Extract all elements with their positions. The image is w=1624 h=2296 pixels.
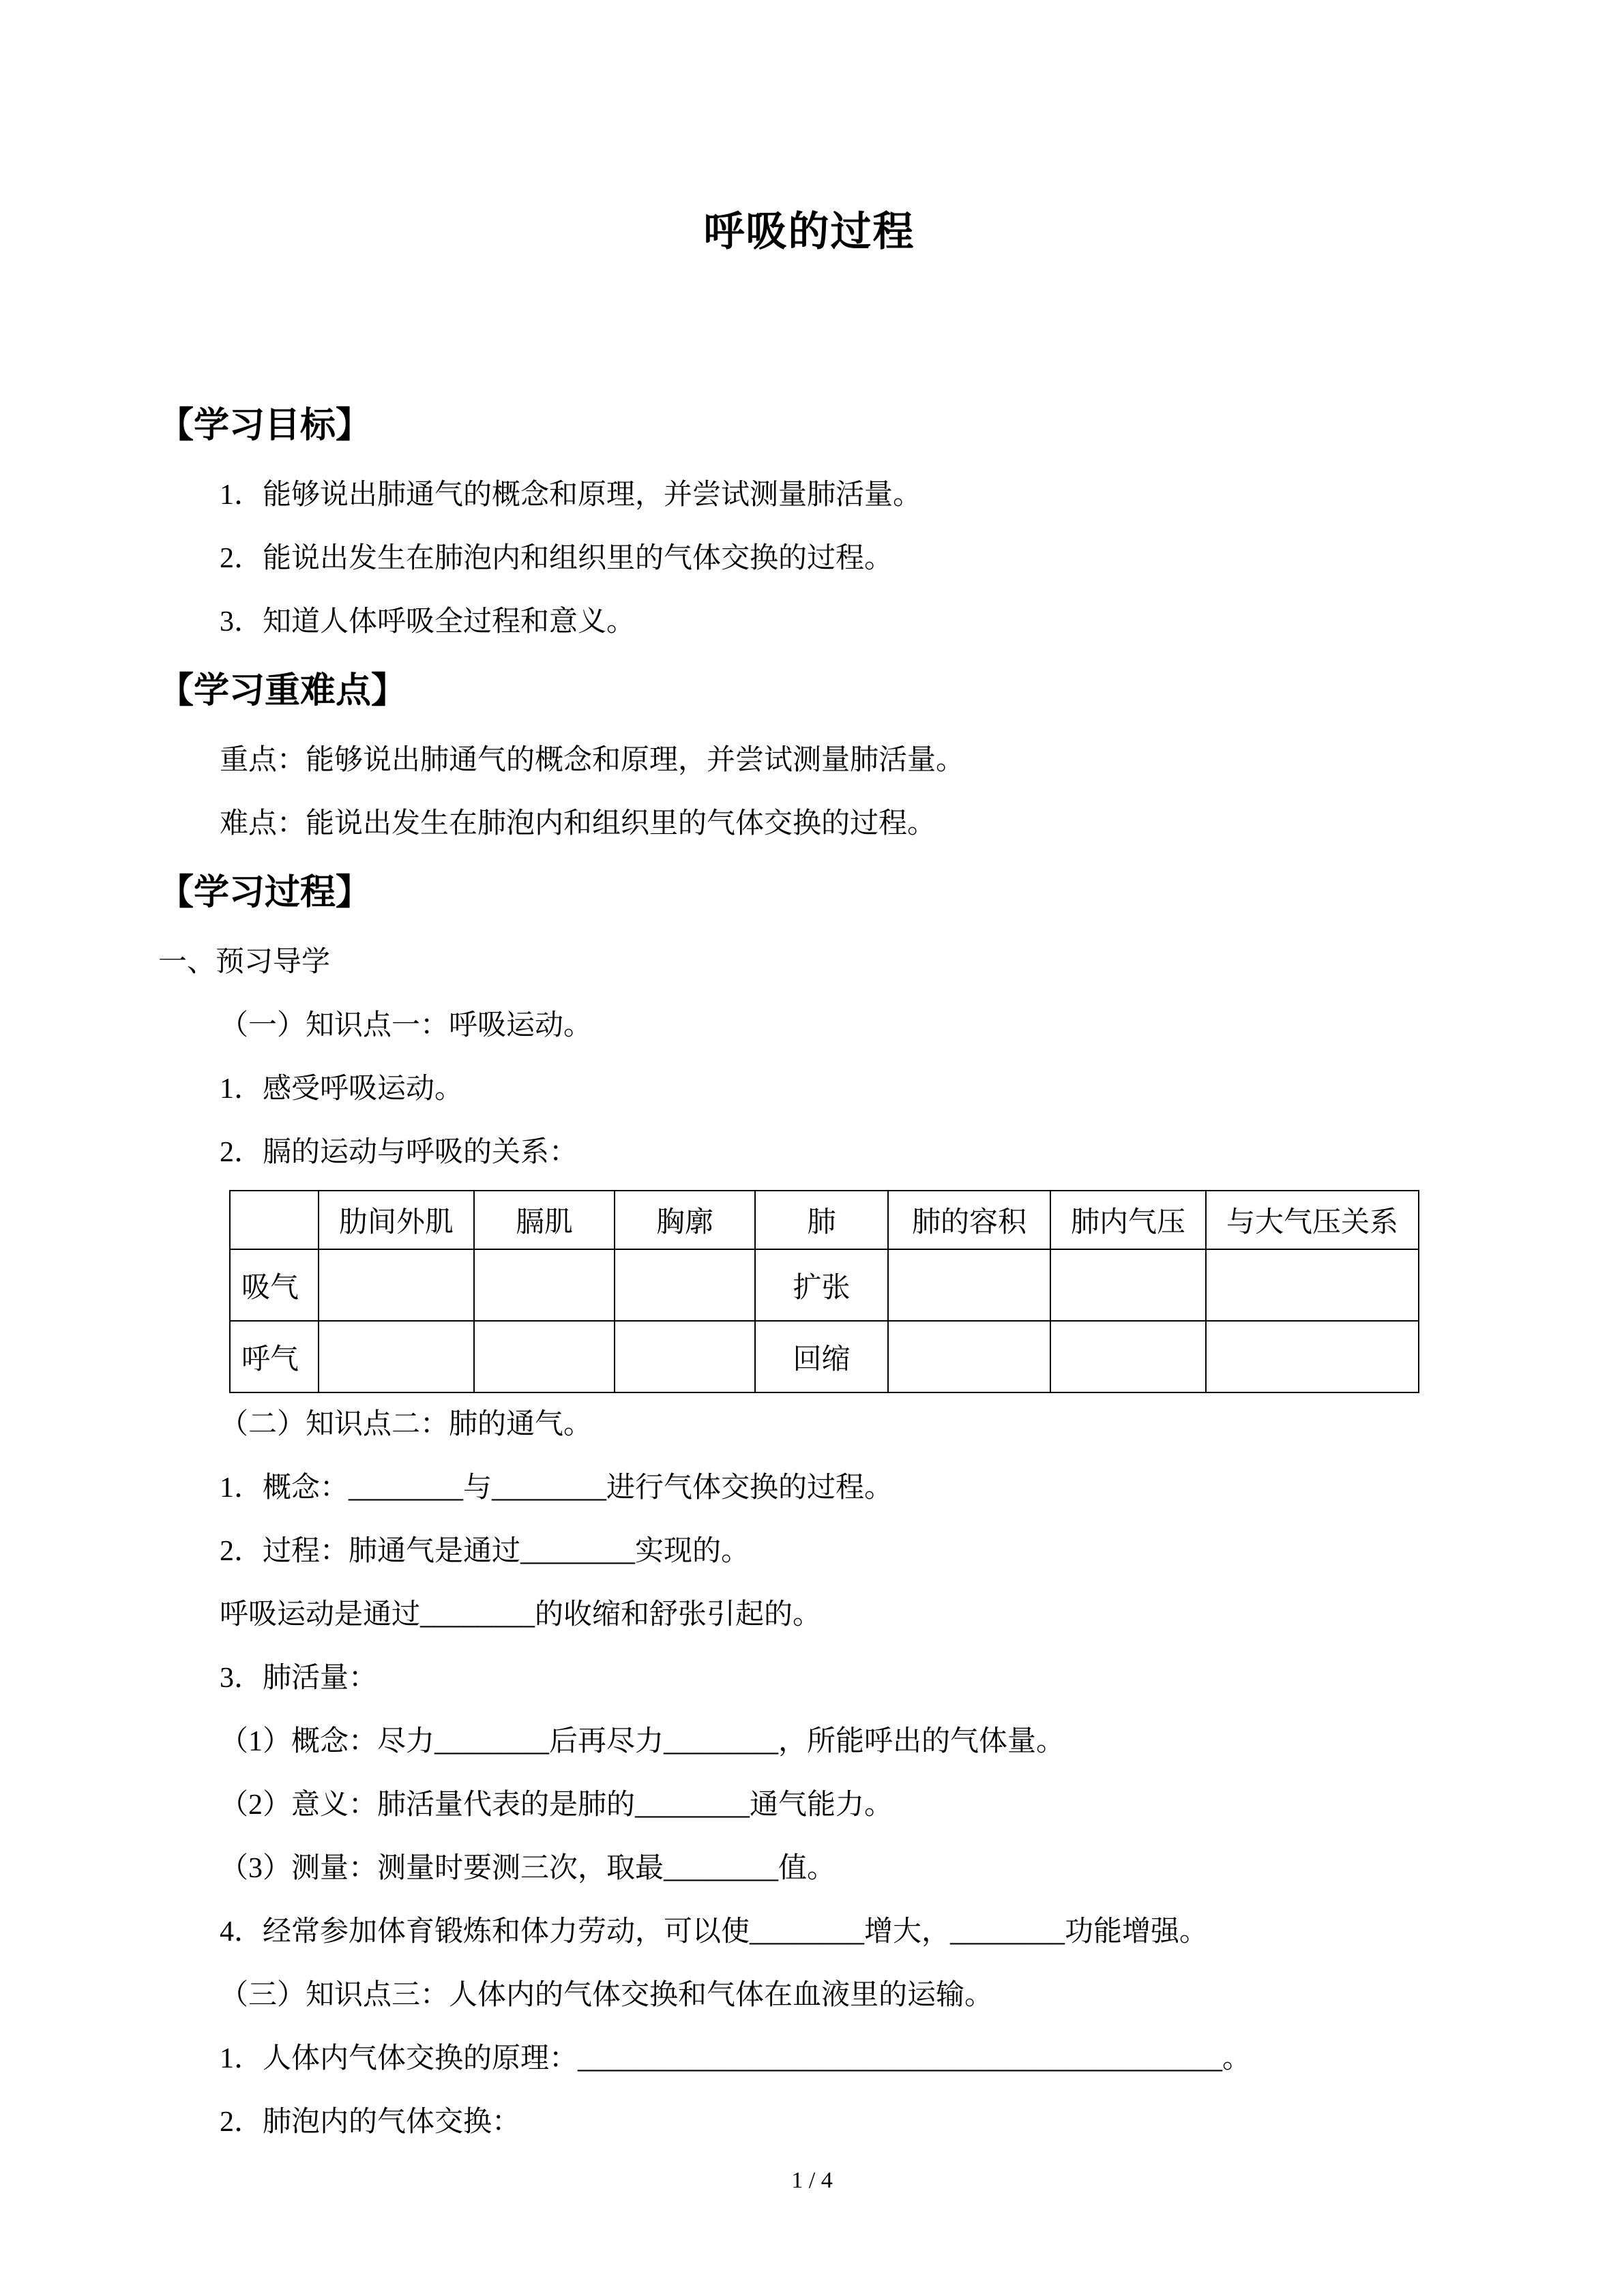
table-row bbox=[230, 1249, 1419, 1321]
row-label: 呼气 bbox=[230, 1321, 319, 1392]
objective-item: 1．能够说出肺通气的概念和原理，并尝试测量肺活量。 bbox=[220, 479, 922, 511]
table-cell bbox=[474, 1249, 615, 1321]
table-header-cell: 肺 bbox=[755, 1191, 888, 1249]
kp2-item: 呼吸运动是通过________的收缩和舒张引起的。 bbox=[220, 1599, 822, 1630]
table-cell bbox=[615, 1321, 755, 1392]
table-header-cell bbox=[230, 1191, 319, 1249]
kp1-item: 2．膈的运动与呼吸的关系： bbox=[220, 1137, 578, 1168]
section-heading-objectives: 【学习目标】 bbox=[158, 406, 372, 445]
knowledge-point-2-title: （二）知识点二：肺的通气。 bbox=[220, 1409, 593, 1440]
kp2-item: （2）意义：肺活量代表的是肺的________通气能力。 bbox=[220, 1789, 894, 1821]
table-cell bbox=[474, 1321, 615, 1392]
section-heading-keypoints: 【学习重难点】 bbox=[158, 672, 407, 711]
kp2-item: 3．肺活量： bbox=[220, 1663, 378, 1694]
table-header-cell: 膈肌 bbox=[474, 1191, 615, 1249]
table-cell bbox=[319, 1321, 474, 1392]
section-heading-process: 【学习过程】 bbox=[158, 874, 372, 912]
table-header-cell: 肺内气压 bbox=[1050, 1191, 1206, 1249]
knowledge-point-1-title: （一）知识点一：呼吸运动。 bbox=[220, 1010, 593, 1041]
table-cell bbox=[615, 1249, 755, 1321]
table-cell bbox=[888, 1249, 1050, 1321]
kp3-item: 1．人体内气体交换的原理：_____________________________________________。 bbox=[220, 2043, 1252, 2074]
table-header-cell: 肺的容积 bbox=[888, 1191, 1050, 1249]
table-cell bbox=[888, 1321, 1050, 1392]
objective-item: 3．知道人体呼吸全过程和意义。 bbox=[220, 606, 636, 638]
kp2-item: （3）测量：测量时要测三次，取最________值。 bbox=[220, 1853, 836, 1884]
knowledge-point-3-title: （三）知识点三：人体内的气体交换和气体在血液里的运输。 bbox=[220, 1980, 994, 2011]
page-title: 呼吸的过程 bbox=[703, 209, 915, 254]
kp2-item: 4．经常参加体育锻炼和体力劳动，可以使________增大，________功能增强。 bbox=[220, 1916, 1209, 1948]
keypoint-item: 难点：能说出发生在肺泡内和组织里的气体交换的过程。 bbox=[220, 808, 936, 839]
kp2-item: 1．概念：________与________进行气体交换的过程。 bbox=[220, 1472, 894, 1504]
table-cell: 回缩 bbox=[755, 1321, 888, 1392]
table-cell bbox=[1050, 1321, 1206, 1392]
objective-item: 2．能说出发生在肺泡内和组织里的气体交换的过程。 bbox=[220, 543, 894, 574]
breathing-relation-table bbox=[229, 1190, 1419, 1393]
kp2-item: 2．过程：肺通气是通过________实现的。 bbox=[220, 1536, 750, 1567]
keypoint-item: 重点：能够说出肺通气的概念和原理，并尝试测量肺活量。 bbox=[220, 745, 965, 776]
table-cell: 扩张 bbox=[755, 1249, 888, 1321]
table-cell bbox=[319, 1249, 474, 1321]
table-row bbox=[230, 1321, 1419, 1392]
kp2-item: （1）概念：尽力________后再尽力________，所能呼出的气体量。 bbox=[220, 1726, 1065, 1757]
table-cell bbox=[1050, 1249, 1206, 1321]
table-header-cell: 肋间外肌 bbox=[319, 1191, 474, 1249]
table-cell bbox=[1206, 1321, 1419, 1392]
table-header-cell: 与大气压关系 bbox=[1206, 1191, 1419, 1249]
row-label: 吸气 bbox=[230, 1249, 319, 1321]
kp1-item: 1．感受呼吸运动。 bbox=[220, 1073, 464, 1105]
kp3-item: 2．肺泡内的气体交换： bbox=[220, 2106, 521, 2138]
page-number: 1 / 4 bbox=[791, 2168, 833, 2193]
part-title-preview: 一、预习导学 bbox=[158, 946, 331, 978]
table-header-row bbox=[230, 1191, 1419, 1249]
table-cell bbox=[1206, 1249, 1419, 1321]
table-header-cell: 胸廓 bbox=[615, 1191, 755, 1249]
